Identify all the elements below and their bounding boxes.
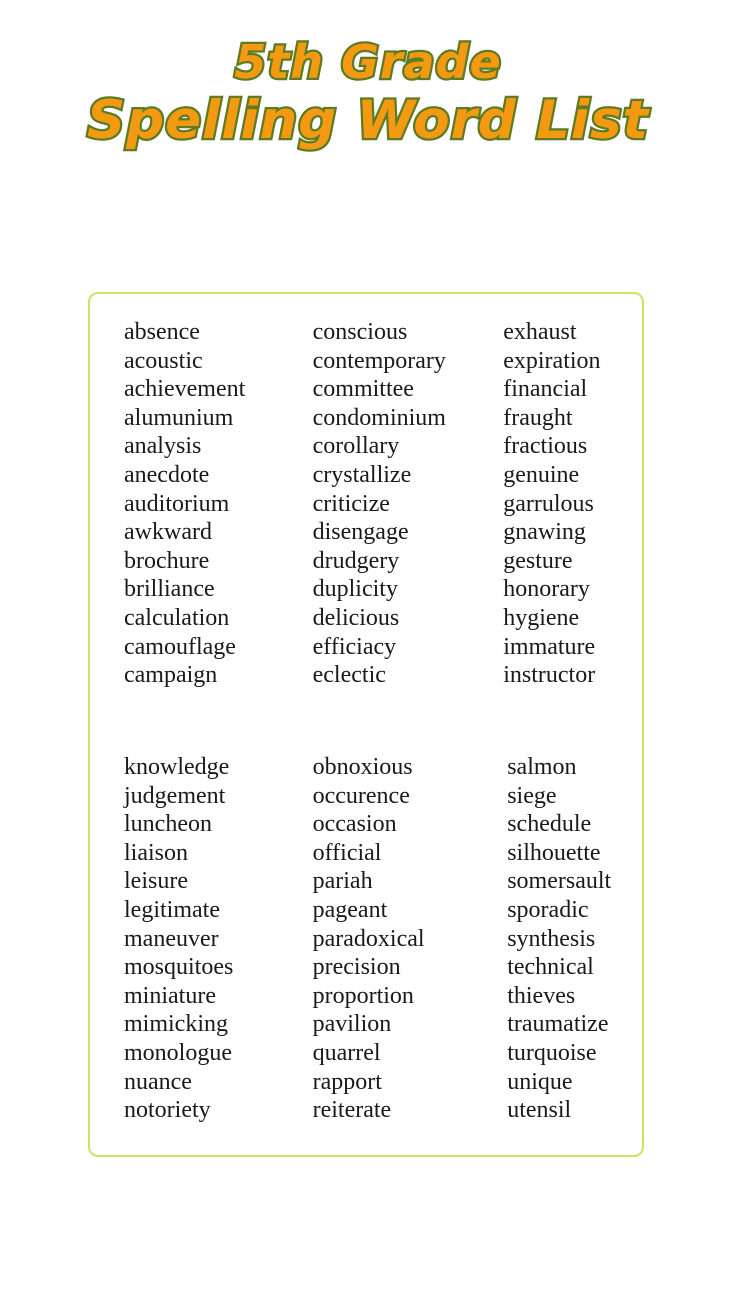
word-item: mimicking: [124, 1011, 228, 1038]
word-item: schedule: [507, 811, 592, 838]
word-item: reiterate: [312, 1097, 392, 1124]
word-item: synthesis: [507, 925, 596, 952]
word-item: siege: [507, 782, 557, 809]
word-item: pariah: [312, 868, 373, 895]
word-item: instructor: [503, 662, 596, 689]
word-item: unique: [507, 1068, 573, 1095]
word-item: duplicity: [312, 576, 398, 603]
word-block-lower: [90, 753, 642, 1125]
word-column-lower-1: [90, 753, 279, 1125]
word-item: miniature: [124, 982, 216, 1009]
word-item: immature: [503, 633, 596, 660]
page-title: [0, 35, 736, 151]
word-column-upper-2: [279, 318, 469, 690]
word-item: absence: [124, 319, 200, 345]
word-item: turquoise: [507, 1039, 597, 1066]
title-line-subject: Spelling Word List: [86, 89, 649, 151]
word-item: analysis: [124, 433, 202, 460]
word-item: rapport: [312, 1068, 382, 1095]
word-item: thieves: [507, 982, 576, 1009]
word-column-upper-3: [468, 318, 642, 690]
word-item: technical: [507, 954, 594, 981]
word-item: salmon: [507, 754, 577, 780]
word-item: legitimate: [124, 896, 220, 923]
word-item: garrulous: [503, 490, 594, 517]
word-item: condominium: [312, 404, 446, 431]
word-item: genuine: [503, 461, 580, 488]
word-item: gnawing: [503, 519, 586, 546]
title-line-grade: 5th Grade: [234, 35, 502, 89]
word-item: brilliance: [124, 576, 215, 603]
word-item: maneuver: [124, 925, 219, 952]
word-item: calculation: [124, 604, 230, 631]
word-item: committee: [312, 376, 414, 403]
word-item: leisure: [124, 868, 188, 895]
word-item: nuance: [124, 1068, 192, 1095]
word-item: notoriety: [124, 1097, 211, 1124]
word-item: luncheon: [124, 811, 212, 838]
word-item: fractious: [503, 433, 588, 460]
word-item: judgement: [124, 782, 226, 809]
word-item: efficiacy: [312, 633, 397, 660]
word-column-upper-1: [90, 318, 279, 690]
word-column-lower-3: [468, 753, 642, 1125]
word-item: pavilion: [312, 1011, 392, 1038]
word-item: silhouette: [507, 839, 601, 866]
word-item: auditorium: [124, 490, 230, 517]
word-item: exhaust: [503, 319, 577, 345]
word-block-upper: [90, 318, 642, 690]
word-item: liaison: [124, 839, 188, 866]
word-item: paradoxical: [312, 925, 425, 952]
word-item: honorary: [503, 576, 590, 603]
word-item: disengage: [312, 519, 409, 546]
word-item: knowledge: [124, 754, 230, 780]
word-item: occurence: [312, 782, 410, 809]
word-item: brochure: [124, 547, 210, 574]
word-item: achievement: [124, 376, 246, 403]
word-item: camouflage: [124, 633, 236, 660]
word-item: drudgery: [312, 547, 400, 574]
word-item: somersault: [507, 868, 612, 895]
word-item: corollary: [312, 433, 400, 460]
word-item: mosquitoes: [124, 954, 234, 981]
word-item: precision: [312, 954, 401, 981]
word-item: hygiene: [503, 604, 580, 631]
word-item: fraught: [503, 404, 573, 431]
word-item: quarrel: [312, 1039, 381, 1066]
word-item: obnoxious: [312, 754, 413, 780]
word-item: expiration: [503, 347, 601, 374]
word-item: acoustic: [124, 347, 203, 374]
word-item: awkward: [124, 519, 212, 546]
word-list-card: [88, 292, 644, 1157]
word-item: official: [312, 839, 382, 866]
word-item: proportion: [312, 982, 414, 1009]
word-item: traumatize: [507, 1011, 609, 1038]
word-item: pageant: [312, 896, 388, 923]
word-item: anecdote: [124, 461, 210, 488]
word-item: occasion: [312, 811, 397, 838]
word-item: conscious: [312, 319, 408, 345]
word-item: alumunium: [124, 404, 234, 431]
word-item: criticize: [312, 490, 390, 517]
word-item: utensil: [507, 1097, 572, 1124]
word-column-lower-2: [279, 753, 469, 1125]
word-item: monologue: [124, 1039, 232, 1066]
word-item: eclectic: [312, 662, 386, 689]
word-item: crystallize: [312, 461, 412, 488]
word-item: contemporary: [312, 347, 446, 374]
word-item: campaign: [124, 662, 218, 689]
word-item: delicious: [312, 604, 400, 631]
word-item: sporadic: [507, 896, 589, 923]
word-item: gesture: [503, 547, 573, 574]
word-item: financial: [503, 376, 588, 403]
